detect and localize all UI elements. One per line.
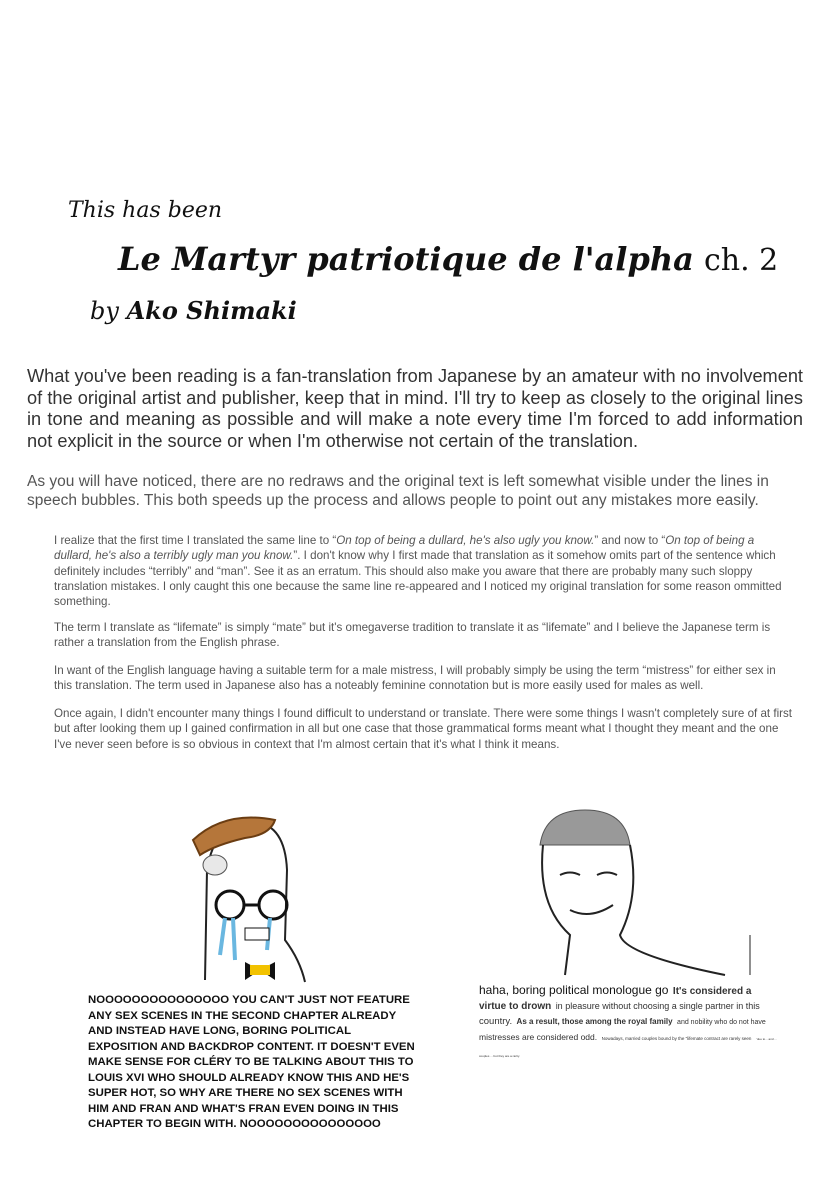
by-label: by bbox=[90, 297, 119, 325]
redraws-paragraph: As you will have noticed, there are no redraws and the original text is left somewhat visible under the lines in speech bubbles. This both speeds up the process and allows people to point out any mistakes more easily. bbox=[27, 473, 769, 509]
credits-intro: This has been bbox=[68, 198, 223, 223]
caption-part: and nobility who do not have bbox=[677, 1019, 766, 1026]
caption-part: Nowadays, married couples bound by the “lifemate contract are rarely seen bbox=[601, 1036, 752, 1041]
caption-part: country. bbox=[479, 1016, 513, 1027]
series-title: Le Martyr patriotique de l'alpha bbox=[118, 240, 694, 278]
difficult-paragraph: Once again, I didn't encounter many things I found difficult to understand or translate. There were some things I wasn't completely sure of at first but after looking them up I gained confirmation in all but one case that those grammatical forms meant what I thought they meant and the one I've never seen before is so obvious in context that I'm almost certain that it's what I think it means. bbox=[54, 707, 793, 751]
caption-part: “due to... and ... couples ... but they are a rarity. bbox=[479, 1037, 777, 1058]
caption-part: mistresses are considered odd. bbox=[479, 1032, 598, 1042]
credits-title bbox=[118, 240, 778, 278]
caption-part: It's considered a bbox=[672, 986, 752, 997]
quote: On top of being a dullard, he's also a terribly ugly man you know. bbox=[54, 534, 755, 563]
chapter-label: ch. 2 bbox=[703, 243, 779, 278]
lifemate-paragraph: The term I translate as “lifemate” is simply “mate” but it's omegaverse tradition to translate it as “lifemate” and I believe the Japanese term is rather a translation from the English phrase. bbox=[54, 621, 771, 650]
credits-author bbox=[90, 296, 297, 325]
smug-wojak-caption bbox=[479, 983, 779, 1063]
text: ”. I don't know why I first made that translation as it somehow omits part of the sentence which definitely includes “terribly” and “man”. See it as an erratum. This should also make you aware that there are probably many such sloppy translation mistakes. I only caught this one because the same line re-appeared and I noticed my original translation for some reason ommitted something. bbox=[54, 549, 782, 609]
smug-wojak-drawing bbox=[525, 805, 755, 980]
mistress-paragraph: In want of the English language having a suitable term for a male mistress, I will probably simply be using the term “mistress” for either sex in this translation. The term used in Japanese also has a noteably feminine connotation but is more easily used for males as well. bbox=[54, 664, 776, 693]
crying-wojak-caption: NOOOOOOOOOOOOOOO YOU CAN'T JUST NOT FEATURE ANY SEX SCENES IN THE SECOND CHAPTER ALREADY AND INSTEAD HAVE LONG, BORING POLITICAL EXPOSITION AND BACKDROP CONTENT. IT DOESN'T EVEN MAKE SENSE FOR CLÉRY TO BE TALKING ABOUT THIS TO LOUIS XVI WHO SHOULD ALREADY KNOW THIS AND HE'S SUPER HOT, SO WHY ARE THERE NO SEX SCENES WITH HIM AND FRAN AND WHAT'S FRAN EVEN DOING IN THIS CHAPTER TO BEGIN WITH. NOOOOOOOOOOOOOOO bbox=[88, 994, 415, 1130]
caption-part: in pleasure without choosing a single partner in this bbox=[555, 1001, 760, 1011]
crying-wojak-drawing bbox=[175, 810, 325, 985]
author-name: Ako Shimaki bbox=[126, 296, 297, 325]
intro-paragraph: What you've been reading is a fan-translation from Japanese by an amateur with no involvement of the original artist and publisher, keep that in mind. I'll try to keep as closely to the original lines in tone and meaning as possible and will make a note every time I'm forced to add information not explicit in the source or when I'm otherwise not certain of the translation. bbox=[27, 366, 803, 451]
caption-part: haha, boring political monologue go bbox=[479, 983, 669, 997]
caption-part: As a result, those among the royal family bbox=[516, 1017, 673, 1026]
erratum-paragraph bbox=[54, 533, 794, 609]
caption-part: virtue to drown bbox=[479, 1001, 552, 1012]
text: I realize that the first time I translated the same line to “ bbox=[54, 534, 337, 547]
quote: On top of being a dullard, he's also ugly you know. bbox=[336, 534, 595, 547]
text: ” and now to “ bbox=[594, 534, 666, 547]
